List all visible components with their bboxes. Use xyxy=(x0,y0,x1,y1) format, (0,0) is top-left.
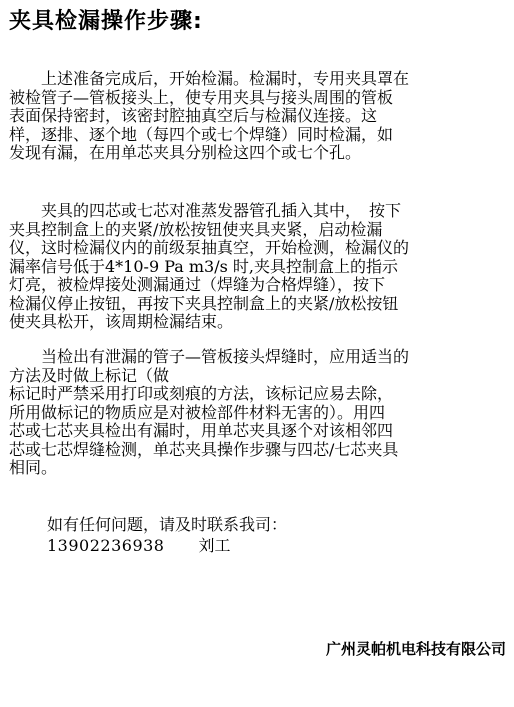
paragraph-line: 使夹具松开，该周期检漏结束。 xyxy=(9,313,234,331)
paragraph-line: 样，逐排、逐个地（每四个或七个焊缝）同时检漏，如 xyxy=(9,125,394,144)
contact-line xyxy=(47,535,287,556)
paragraph-line: 上述准备完成后，开始检漏。检漏时，专用夹具罩在 xyxy=(9,70,410,88)
contact-name: 刘工 xyxy=(198,536,231,555)
paragraph-line: 方法及时做上标记（做 xyxy=(9,366,170,385)
paragraph-line: 仪，这时检漏仪内的前级泵抽真空，开始检测，检漏仪的 xyxy=(9,239,410,257)
page-title: 夹具检漏操作步骤: xyxy=(9,9,203,34)
paragraph-line: 夹具控制盒上的夹紧/放松按钮使夹具夹紧，启动检漏 xyxy=(9,220,383,239)
paragraph-line: 被检管子—管板接头上，使专用夹具与接头周围的管板 xyxy=(9,88,394,107)
paragraph-line: 灯亮，被检焊接处测漏通过（焊缝为合格焊缝），按下 xyxy=(9,276,386,294)
contact-phone: 13902236938 xyxy=(47,536,165,555)
paragraph-procedure xyxy=(9,202,507,332)
paragraph-line: 相同。 xyxy=(9,459,58,477)
paragraph-line: 当检出有泄漏的管子—管板接头焊缝时，应用适当的 xyxy=(9,348,410,366)
paragraph-leak-marking xyxy=(9,348,507,478)
paragraph-line: 芯或七芯焊缝检测，单芯夹具操作步骤与四芯/七芯夹具 xyxy=(9,440,399,459)
paragraph-line: 夹具的四芯或七芯对准蒸发器管孔插入其中， 按下 xyxy=(9,202,402,220)
company-name: 广州灵帕机电科技有限公司 xyxy=(325,640,506,658)
paragraph-line: 标记时严禁采用打印或刻痕的方法，该标记应易去除， xyxy=(9,385,394,403)
paragraph-preparation xyxy=(9,70,507,163)
paragraph-line: 表面保持密封，该密封腔抽真空后与检漏仪连接。这 xyxy=(9,107,378,125)
paragraph-line: 检漏仪停止按钮，再按下夹具控制盒上的夹紧/放松按钮 xyxy=(9,294,399,313)
paragraph-line: 芯或七芯夹具检出有漏时，用单芯夹具逐个对该相邻四 xyxy=(9,422,394,440)
paragraph-line: 漏率信号低于4*10-9 Pa m3/s 时,夹具控制盒上的指示 xyxy=(9,257,399,276)
contact-prompt: 如有任何问题，请及时联系我司： xyxy=(47,515,288,534)
contact-block xyxy=(47,514,287,556)
paragraph-line: 发现有漏，在用单芯夹具分别检这四个或七个孔。 xyxy=(9,144,362,162)
paragraph-line: 所用做标记的物质应是对被检部件材料无害的）。用四 xyxy=(9,403,386,422)
